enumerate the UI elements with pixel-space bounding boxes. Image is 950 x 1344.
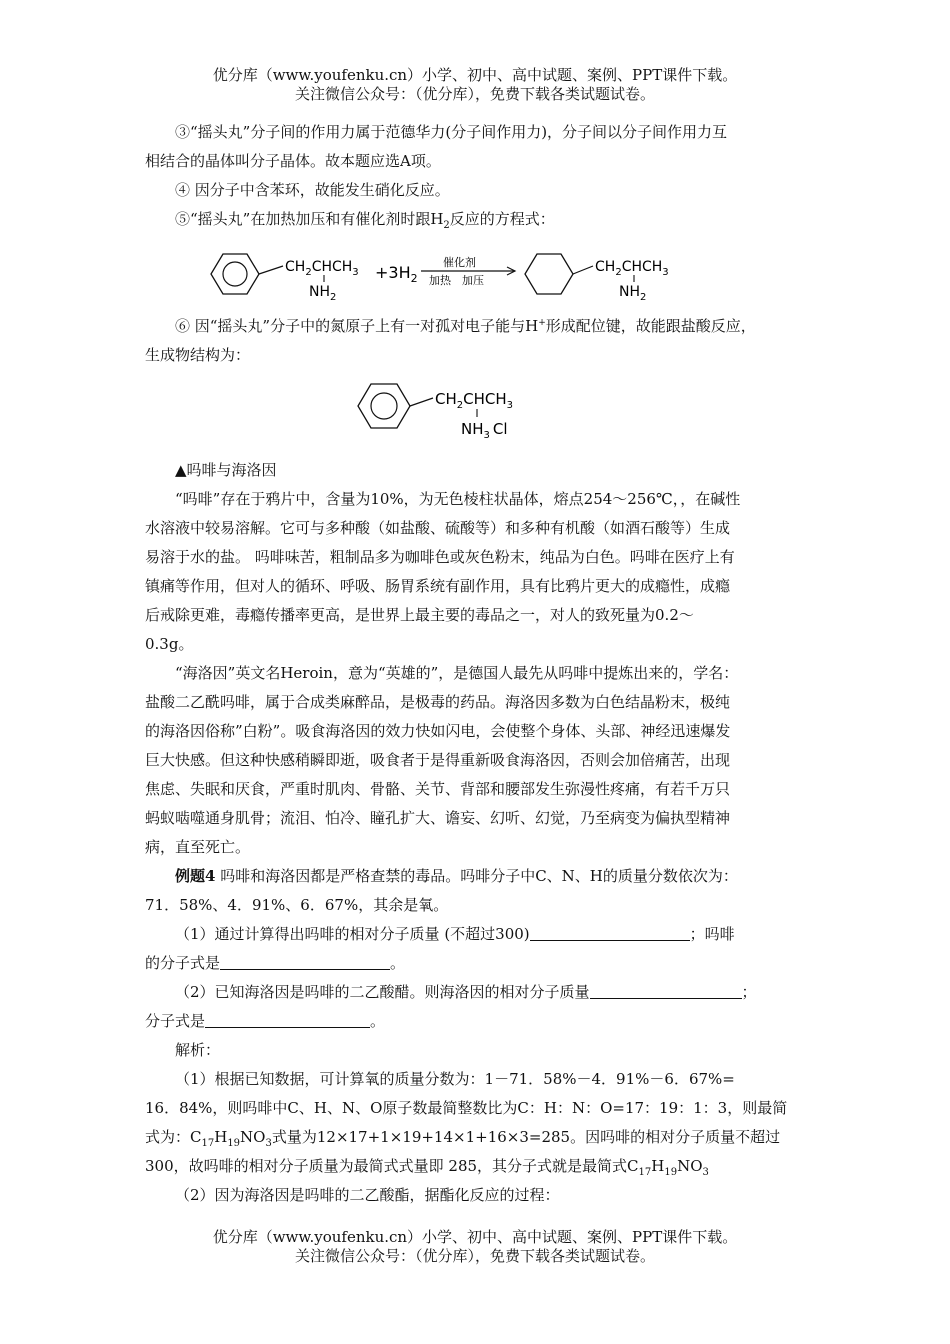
salt-chain-label: $CH_2CHCH_3$ <box>435 390 514 411</box>
heroin-paragraph <box>145 659 810 862</box>
morphine-line: 水溶液中较易溶解。它可与多种酸（如盐酸、硫酸等）和多种有机酸（如酒石酸等）生成 <box>145 519 731 537</box>
page-header <box>0 66 950 104</box>
example-line-1: 例题4 吗啡和海洛因都是严格查禁的毒品。吗啡分子中C、N、H的质量分数依次为： <box>175 867 738 885</box>
benzene-ring-icon <box>211 254 259 294</box>
morphine-line: 镇痛等作用，但对人的循环、呼吸、肠胃系统有副作用，具有比鸦片更大的成瘾性，成瘾 <box>145 577 731 595</box>
question-1-cont: 的分子式是 。 <box>145 954 406 972</box>
heroin-line: 焦虑、失眠和厌食，严重时肌肉、骨骼、关节、背部和腰部发生弥漫性疼痛，有若千万只 <box>145 780 731 798</box>
cyclohexane-ring-icon <box>525 254 573 294</box>
example-line-2: 71．58%、4．91%、6．67%，其余是氧。 <box>145 896 449 914</box>
analysis-title: 解析： <box>175 1041 221 1059</box>
heroin-line: 的海洛因俗称”白粉”。吸食海洛因的效力快如闪电，会使整个身体、头部、神经迅速爆发 <box>145 722 731 740</box>
analysis-1-line-1: （1）根据已知数据，可计算氧的质量分数为：1－71．58%－4．91%－6．67%= <box>175 1070 735 1088</box>
answer-blank-formula-1[interactable] <box>220 953 390 970</box>
point-5: ⑤“摇头丸”在加热加压和有催化剂时跟$H_2$反应的方程式： <box>175 210 555 231</box>
example-label: 例题4 <box>175 867 216 885</box>
point-3-line-2: 相结合的晶体叫分子晶体。故本题应选A项。 <box>145 152 441 170</box>
document-body <box>145 118 810 1210</box>
header-line-1: 优分库（www.youfenku.cn）小学、初中、高中试题、案例、PPT课件下载。 <box>212 66 738 84</box>
point-6-line-2: 生成物结构为： <box>145 346 251 364</box>
product-amine-label: $NH_2$ <box>619 284 647 303</box>
morphine-line: “吗啡”存在于鸦片中，含量为10%，为无色棱柱状晶体，熔点254～256℃，，在碱性 <box>175 490 741 508</box>
question-2: （2）已知海洛因是吗啡的二乙酸醋。则海洛因的相对分子质量 ； <box>175 983 757 1001</box>
salt-benzene-ring-icon <box>358 384 410 428</box>
heroin-line: 巨大快感。但这种快感稍瞬即逝，吸食者于是得重新吸食海洛因，否则会加倍痛苦，出现 <box>145 751 731 769</box>
product-chain-label: $CH_2CHCH_3$ <box>595 259 669 278</box>
heroin-line: 盐酸二乙酰吗啡，属于合成类麻醉品，是极毒的药品。海洛因多数为白色结晶粉末，极纯 <box>145 693 731 711</box>
arrow-condition-bottom: 加热 加压 <box>429 274 484 287</box>
footer-line-2: 关注微信公众号：（优分库），免费下载各类试题试卷。 <box>294 1247 655 1265</box>
answer-blank-mass-2[interactable] <box>590 982 742 999</box>
hydrogen-term: $+3H_2$ <box>375 263 418 285</box>
morphine-line: 易溶于水的盐。 吗啡味苦，粗制品多为咖啡色或灰色粉末，纯品为白色。吗啡在医疗上有 <box>145 548 735 566</box>
question-2-cont: 分子式是 。 <box>145 1012 386 1030</box>
salt-diagram <box>145 376 810 456</box>
footer-line-1: 优分库（www.youfenku.cn）小学、初中、高中试题、案例、PPT课件下载。 <box>212 1228 738 1246</box>
point-4: ④ 因分子中含苯环，故能发生硝化反应。 <box>175 181 450 199</box>
analysis-1-line-3: 式为：$C_{17}H_{19}NO_3$式量为12×17+1×19+14×1+16×3=285。因吗啡的相对分子质量不超过 <box>145 1128 781 1149</box>
heroin-line: 病，直至死亡。 <box>145 838 251 856</box>
hydrogenation-equation <box>145 238 810 310</box>
reactant-amine-label: $NH_2$ <box>309 284 337 303</box>
point-6-line-1: ⑥ 因“摇头丸”分子中的氮原子上有一对孤对电子能与H+形成配位键，故能跟盐酸反应， <box>175 317 756 335</box>
question-1: （1）通过计算得出吗啡的相对分子质量 (不超过300) ；吗啡 <box>175 925 735 943</box>
analysis-1-line-2: 16．84%，则吗啡中C、H、N、O原子数最简整数比为C：H：N：O=17：19：1：3，则最简 <box>145 1099 788 1117</box>
heroin-line: 蚂蚁啮噬通身肌骨；流泪、怕冷、瞳孔扩大、谵妄、幻听、幻觉，乃至病变为偏执型精神 <box>145 809 731 827</box>
answer-blank-formula-2[interactable] <box>205 1011 370 1028</box>
reactant-chain-label: $CH_2CHCH_3$ <box>285 259 359 278</box>
analysis-1-line-4: 300，故吗啡的相对分子质量为最简式式量即 285，其分子式就是最简式$C_{17}H_{19}NO_3$ <box>145 1157 709 1178</box>
salt-ammonium-label: $NH_3$ Cl <box>461 420 508 441</box>
point-3-line-1: ③“摇头丸”分子间的作用力属于范德华力(分子间作用力)，分子间以分子间作用力互 <box>175 123 728 141</box>
morphine-paragraph <box>145 485 810 659</box>
hydrochloride-structure <box>145 376 810 456</box>
reaction-diagram <box>145 238 810 310</box>
morphine-line: 后戒除更难，毒瘾传播率更高，是世界上最主要的毒品之一，对人的致死量为0.2～ <box>145 606 694 624</box>
section-title: ▲吗啡与海洛因 <box>175 461 277 479</box>
answer-blank-mass-1[interactable] <box>530 924 690 941</box>
page-footer <box>0 1228 950 1266</box>
arrow-condition-top: 催化剂 <box>443 256 476 269</box>
heroin-line: “海洛因”英文名Heroin，意为“英雄的”，是德国人最先从吗啡中提炼出来的，学名： <box>175 664 739 682</box>
header-line-2: 关注微信公众号：（优分库），免费下载各类试题试卷。 <box>294 85 655 103</box>
analysis-2: （2）因为海洛因是吗啡的二乙酸酯，据酯化反应的过程： <box>175 1186 560 1204</box>
morphine-line: 0.3g。 <box>145 635 194 653</box>
